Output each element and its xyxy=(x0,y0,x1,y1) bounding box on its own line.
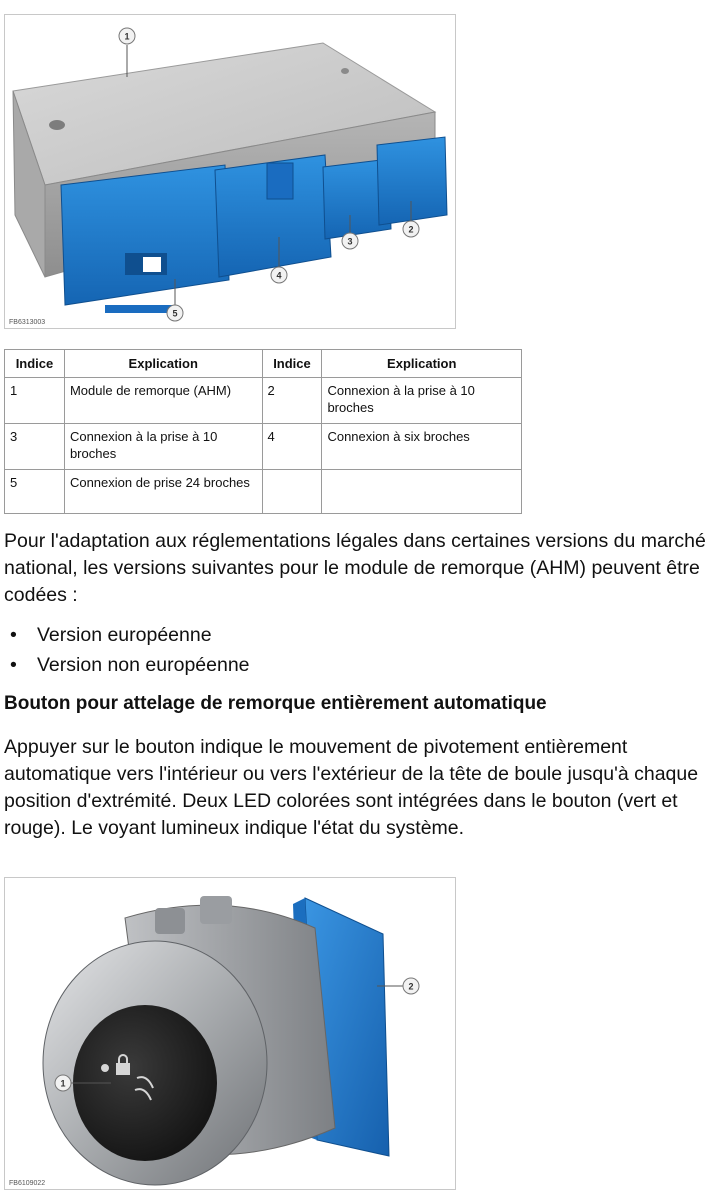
cell-index: 2 xyxy=(262,378,322,424)
svg-text:1: 1 xyxy=(124,31,130,42)
callout-2 xyxy=(403,221,419,237)
connector-six-pin xyxy=(215,155,331,277)
svg-text:1: 1 xyxy=(60,1078,66,1089)
table-row xyxy=(5,470,522,514)
bullet-icon: • xyxy=(10,624,17,646)
figure-code: FB6109022 xyxy=(9,1180,46,1187)
callout-2 xyxy=(403,978,419,994)
version-list xyxy=(4,620,250,680)
svg-text:5: 5 xyxy=(172,308,178,319)
cell-explanation: Connexion à la prise à 10 broches xyxy=(64,424,262,470)
cell-index: 1 xyxy=(5,378,65,424)
cell-explanation: Connexion à six broches xyxy=(322,424,522,470)
hitch-button-illustration xyxy=(5,878,455,1189)
trailer-module-illustration xyxy=(5,15,455,328)
callout-1 xyxy=(55,1075,71,1091)
intro-paragraph: Pour l'adaptation aux réglementations légales dans certaines versions du marché national, les versions suivantes pour le module de remorque (AHM) peuvent être codées : xyxy=(4,530,706,606)
section-heading: Bouton pour attelage de remorque entièrement automatique xyxy=(4,693,547,714)
cell-index: 4 xyxy=(262,424,322,470)
list-item-label: Version européenne xyxy=(37,624,212,646)
svg-text:2: 2 xyxy=(408,981,414,992)
callout-1 xyxy=(119,28,135,44)
cell-explanation: Module de remorque (AHM) xyxy=(64,378,262,424)
legend-header-row xyxy=(5,350,522,378)
svg-text:4: 4 xyxy=(276,270,282,281)
list-item xyxy=(4,620,250,650)
bullet-icon: • xyxy=(10,654,17,676)
cell-explanation xyxy=(322,470,522,514)
cell-index xyxy=(262,470,322,514)
header-explication: Explication xyxy=(322,350,522,378)
list-item xyxy=(4,650,250,680)
legend-table xyxy=(4,349,522,514)
connector-24-pin xyxy=(61,165,229,313)
svg-text:2: 2 xyxy=(408,224,414,235)
header-indice: Indice xyxy=(262,350,322,378)
connector-10-pin-b xyxy=(377,137,447,225)
cell-index: 5 xyxy=(5,470,65,514)
header-explication: Explication xyxy=(64,350,262,378)
figure-code: FB6313003 xyxy=(9,319,46,326)
button-paragraph: Appuyer sur le bouton indique le mouvement de pivotement entièrement automatique vers l'intérieur ou vers l'extérieur de la tête de boule jusqu'à chaque position d'extrémité. Deux LED colorées sont intégrées dans le bouton (vert et rouge). Le voyant lumineux indique l'état du système. xyxy=(4,736,699,839)
cell-explanation: Connexion à la prise à 10 broches xyxy=(322,378,522,424)
table-row xyxy=(5,424,522,470)
callout-3 xyxy=(342,233,358,249)
table-row xyxy=(5,378,522,424)
hitch-button-figure xyxy=(4,877,456,1190)
svg-text:3: 3 xyxy=(347,236,353,247)
trailer-module-figure xyxy=(4,14,456,329)
cell-index: 3 xyxy=(5,424,65,470)
list-item-label: Version non européenne xyxy=(37,654,250,676)
callout-5 xyxy=(167,305,183,321)
cell-explanation: Connexion de prise 24 broches xyxy=(64,470,262,514)
callout-4 xyxy=(271,267,287,283)
header-indice: Indice xyxy=(5,350,65,378)
